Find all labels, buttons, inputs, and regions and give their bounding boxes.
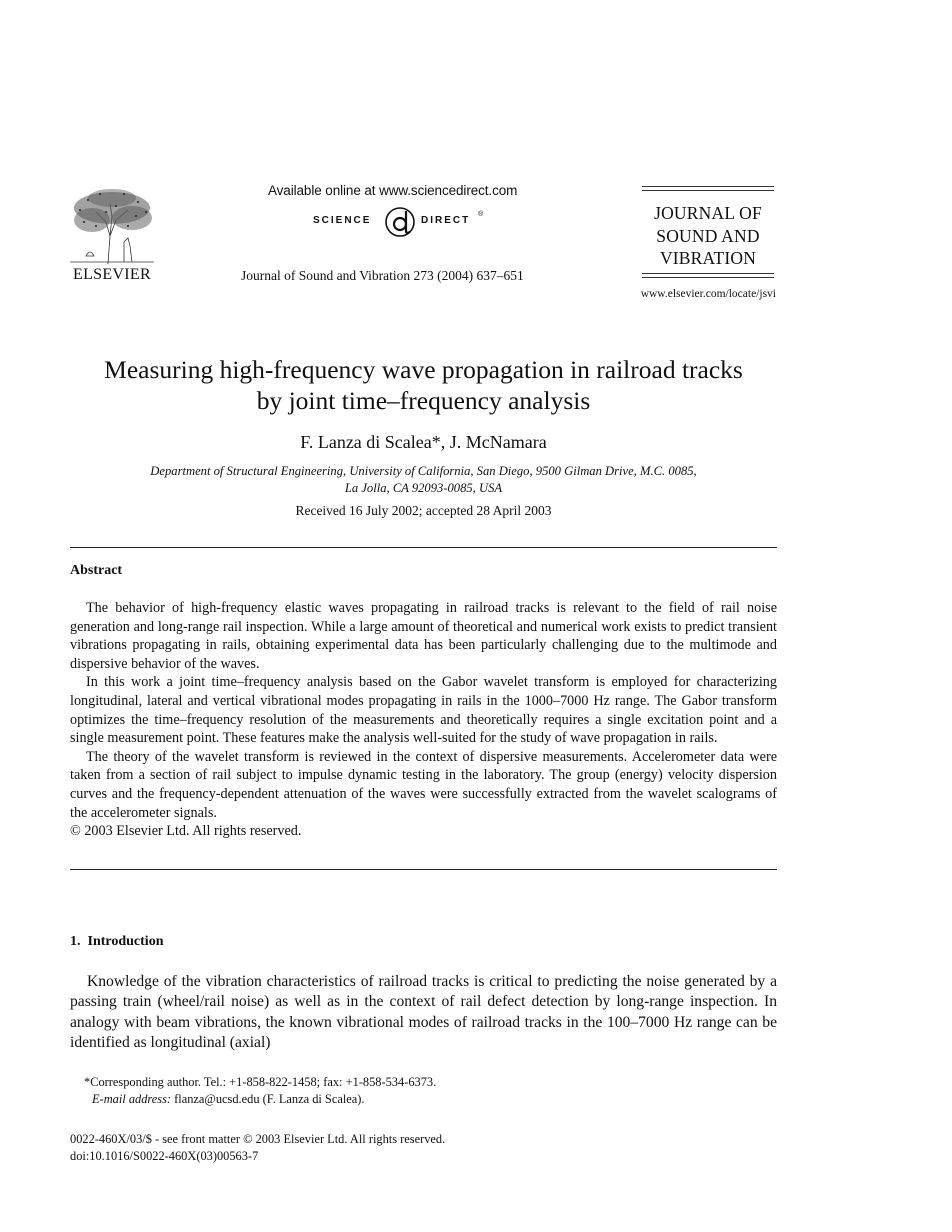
doi-line[interactable]: doi:10.1016/S0022-460X(03)00563-7: [70, 1149, 259, 1163]
received-dates: Received 16 July 2002; accepted 28 April 2003: [295, 503, 552, 518]
journal-box-rule-bottom: [642, 273, 774, 278]
section-heading-introduction: 1. Introduction: [70, 934, 164, 949]
sciencedirect-trademark: ®: [478, 211, 484, 218]
footnote: [84, 1074, 777, 1108]
abstract-heading: Abstract: [70, 563, 123, 578]
publisher-name: ELSEVIER: [73, 266, 151, 283]
abstract-paragraph-1: The behavior of high-frequency elastic waves propagating in railroad tracks is relevant to the field of rail noise generation and long-range rail inspection. While a large amount of theoretical and numerical work exists to predict transient vibrations propagating in rails, obtaining experimental data has been particularly challenging due to the multimode and dispersive behavior of the waves.: [70, 600, 777, 672]
journal-name-block: [632, 202, 784, 270]
sciencedirect-left: SCIENCE: [313, 215, 372, 226]
affiliation-line1: Department of Structural Engineering, University of California, San Diego, 9500 Gilman Drive, M.C. 0085,: [150, 464, 697, 478]
journal-name-line2: SOUND AND: [656, 225, 760, 246]
journal-name-line1: JOURNAL OF: [654, 203, 762, 223]
abstract-copyright: © 2003 Elsevier Ltd. All rights reserved.: [70, 823, 302, 840]
available-online: Available online at www.sciencedirect.com: [268, 183, 518, 198]
affiliation: [60, 463, 787, 497]
rule-below-abstract: [70, 869, 777, 870]
affiliation-line2: La Jolla, CA 92093-0085, USA: [344, 481, 503, 495]
introduction-body: [70, 972, 777, 1053]
rule-above-abstract: [70, 547, 777, 548]
introduction-paragraph: Knowledge of the vibration characteristics of railroad tracks is critical to predicting the noise generated by a passing train (wheel/rail noise) as well as in the context of rail defect detection by long-range inspection. In analogy with beam vibrations, the known vibrational modes of railroad tracks in the 100–7000 Hz range can be identified as longitudinal (axial): [70, 973, 777, 1051]
journal-url[interactable]: www.elsevier.com/locate/jsvi: [640, 288, 776, 300]
footnote-email-label: E-mail address:: [92, 1092, 172, 1106]
footnote-email: [84, 1091, 777, 1108]
sciencedirect-right: DIRECT: [421, 215, 471, 226]
article-title-line2: by joint time–frequency analysis: [256, 386, 591, 415]
sciencedirect-logo: [313, 205, 493, 239]
elsevier-tree-icon: [66, 186, 158, 264]
sciencedirect-at-icon: [382, 205, 418, 239]
journal-citation: Journal of Sound and Vibration 273 (2004) 637–651: [241, 268, 524, 283]
elsevier-logo: [66, 186, 158, 284]
abstract-paragraph-3: The theory of the wavelet transform is reviewed in the context of dispersive measurements. Accelerometer data were taken from a section of rail subject to impulse dynamic testing in the laboratory. The group (energy) velocity dispersion curves and the frequency-dependent attenuation of the waves were successfully extracted from the wavelet scalograms of the accelerometer signals.: [70, 748, 777, 821]
issn-line: 0022-460X/03/$ - see front matter © 2003 Elsevier Ltd. All rights reserved.: [70, 1132, 446, 1146]
footnote-email-value[interactable]: flanza@ucsd.edu (F. Lanza di Scalea).: [171, 1092, 365, 1106]
abstract-body: [70, 599, 777, 841]
front-matter: [70, 1131, 777, 1165]
article-title-line1: Measuring high-frequency wave propagation in railroad tracks: [104, 355, 743, 384]
footnote-corresponding-author: *Corresponding author. Tel.: +1-858-822-1458; fax: +1-858-534-6373.: [84, 1075, 437, 1089]
abstract-paragraph-2: In this work a joint time–frequency analysis based on the Gabor wavelet transform is employed for characterizing longitudinal, lateral and vertical vibrational modes propagating in rails in the 1000–7000 Hz range. The Gabor transform optimizes the time–frequency resolution of the measurements and theoretically requires a single excitation point and a single measurement point. These features make the analysis well-suited for the study of wave propagation in rails.: [70, 674, 777, 747]
authors: F. Lanza di Scalea*, J. McNamara: [300, 432, 547, 452]
journal-box-rule-top: [642, 186, 774, 191]
journal-name-line3: VIBRATION: [659, 248, 757, 268]
article-title: [70, 354, 777, 416]
